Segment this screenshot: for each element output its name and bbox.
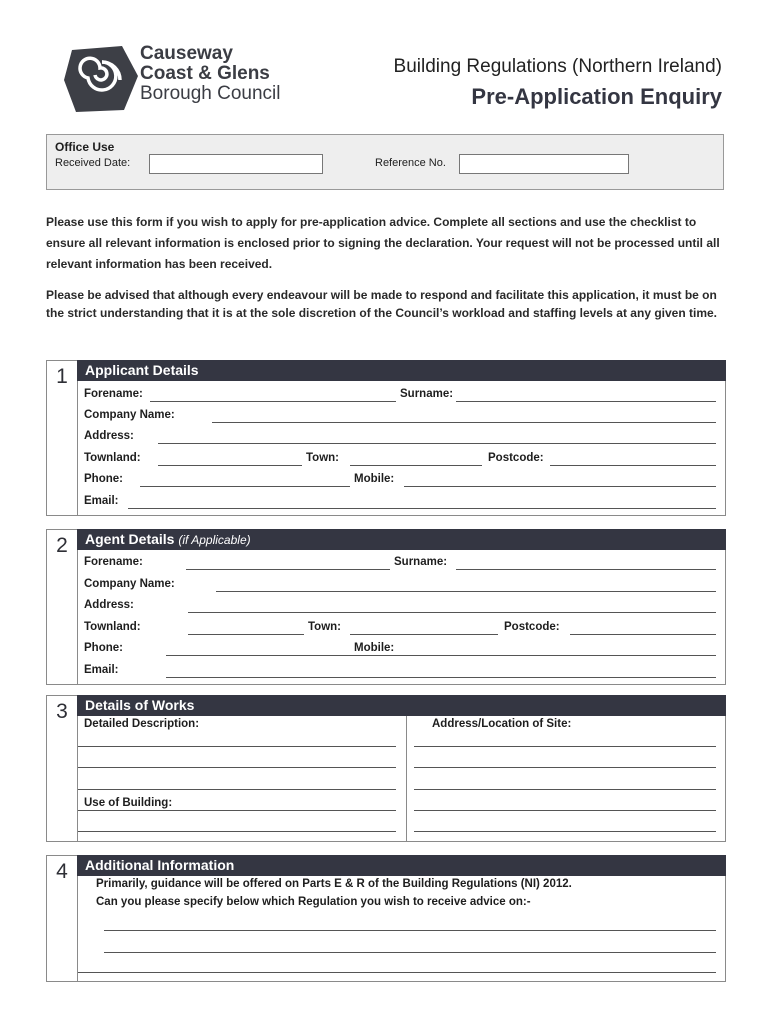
- received-date-field[interactable]: [149, 154, 323, 174]
- section-body: [77, 716, 725, 841]
- section-agent-details: [46, 529, 726, 685]
- form-subtitle: Building Regulations (Northern Ireland): [393, 56, 722, 77]
- surname-label: Surname:: [400, 388, 454, 400]
- section-title: Details of Works: [85, 697, 195, 713]
- town-field[interactable]: [350, 465, 482, 466]
- postcode-label: Postcode:: [504, 621, 560, 633]
- site-location-label: Address/Location of Site:: [432, 718, 572, 730]
- description-line-3[interactable]: [78, 789, 396, 790]
- section-body: [77, 381, 725, 515]
- reference-label: Reference No.: [375, 157, 446, 169]
- additional-info-line-2[interactable]: [104, 952, 716, 953]
- section-title-text: Agent Details: [85, 531, 175, 547]
- council-name: [140, 44, 280, 104]
- section-number: 2: [56, 534, 68, 557]
- mobile-field[interactable]: [404, 486, 716, 487]
- company-field[interactable]: [212, 422, 716, 423]
- section-number: 3: [56, 700, 68, 723]
- description-line-1[interactable]: [78, 746, 396, 747]
- use-of-building-line-2[interactable]: [78, 831, 396, 832]
- address-field[interactable]: [188, 612, 716, 613]
- office-use-panel: [46, 134, 724, 190]
- section-body: [77, 876, 725, 981]
- townland-label: Townland:: [84, 452, 141, 464]
- reference-field[interactable]: [459, 154, 629, 174]
- postcode-label: Postcode:: [488, 452, 544, 464]
- section-applicant-details: [46, 360, 726, 516]
- site-location-line-4[interactable]: [414, 810, 716, 811]
- forename-field[interactable]: [186, 569, 390, 570]
- forename-label: Forename:: [84, 388, 143, 400]
- site-location-line-1[interactable]: [414, 746, 716, 747]
- phone-label: Phone:: [84, 473, 123, 485]
- email-label: Email:: [84, 664, 119, 676]
- townland-field[interactable]: [158, 465, 302, 466]
- phone-label: Phone:: [84, 642, 123, 654]
- email-field[interactable]: [128, 508, 716, 509]
- email-label: Email:: [84, 495, 119, 507]
- forename-label: Forename:: [84, 556, 143, 568]
- section-title: [85, 531, 251, 547]
- address-field[interactable]: [158, 443, 716, 444]
- section-details-of-works: [46, 695, 726, 842]
- section-body: [77, 550, 725, 684]
- use-of-building-label: Use of Building:: [84, 797, 173, 809]
- form-title: Pre-Application Enquiry: [471, 84, 722, 109]
- site-location-line-3[interactable]: [414, 789, 716, 790]
- address-label: Address:: [84, 599, 134, 611]
- company-label: Company Name:: [84, 409, 175, 421]
- townland-field[interactable]: [188, 634, 304, 635]
- section-title: Additional Information: [85, 857, 235, 873]
- phone-mobile-field[interactable]: [166, 655, 716, 656]
- section-title: Applicant Details: [85, 362, 199, 378]
- logo-line-3: Borough Council: [140, 83, 281, 104]
- surname-field[interactable]: [456, 569, 716, 570]
- received-date-label: Received Date:: [55, 157, 131, 169]
- spiral-logo-icon: [62, 42, 140, 114]
- town-label: Town:: [306, 452, 339, 464]
- site-location-line-2[interactable]: [414, 767, 716, 768]
- column-divider: [406, 716, 407, 841]
- logo-line-1: Causeway: [140, 43, 233, 64]
- mobile-label: Mobile:: [354, 642, 395, 654]
- postcode-field[interactable]: [570, 634, 716, 635]
- additional-info-line-1[interactable]: [104, 930, 716, 931]
- company-label: Company Name:: [84, 578, 175, 590]
- additional-info-line-3[interactable]: [78, 972, 716, 973]
- mobile-label: Mobile:: [354, 473, 395, 485]
- use-of-building-field[interactable]: [78, 810, 396, 811]
- forename-field[interactable]: [150, 401, 396, 402]
- site-location-line-5[interactable]: [414, 831, 716, 832]
- section-number: 1: [56, 365, 68, 388]
- town-label: Town:: [308, 621, 341, 633]
- regulation-question: Can you please specify below which Regulation you wish to receive advice on:-: [96, 896, 531, 908]
- section-additional-information: [46, 855, 726, 982]
- section-title-note: (if Applicable): [178, 533, 251, 547]
- surname-label: Surname:: [394, 556, 448, 568]
- postcode-field[interactable]: [550, 465, 716, 466]
- section-number: 4: [56, 860, 68, 883]
- guidance-text: Primarily, guidance will be offered on Parts E & R of the Building Regulations (NI) 2012.: [96, 878, 572, 890]
- logo-line-2: Coast & Glens: [140, 63, 270, 84]
- town-field[interactable]: [350, 634, 498, 635]
- address-label: Address:: [84, 430, 134, 442]
- email-field[interactable]: [166, 677, 716, 678]
- townland-label: Townland:: [84, 621, 141, 633]
- intro-paragraph-1: Please use this form if you wish to apply for pre-application advice. Complete all sections and use the checklist to ensure all relevant information is enclosed prior to signing the declaration. Your request will not be processed until all relevant information has been received.: [46, 215, 720, 271]
- intro-paragraph-2: Please be advised that although every endeavour will be made to respond and facilitate this application, it must be on the strict understanding that it is at the sole discretion of the Council’s workload and staffing levels at any given time.: [46, 288, 718, 320]
- surname-field[interactable]: [456, 401, 716, 402]
- phone-field[interactable]: [140, 486, 350, 487]
- description-line-2[interactable]: [78, 767, 396, 768]
- company-field[interactable]: [216, 591, 716, 592]
- description-label: Detailed Description:: [84, 718, 200, 730]
- office-use-title: Office Use: [55, 140, 115, 154]
